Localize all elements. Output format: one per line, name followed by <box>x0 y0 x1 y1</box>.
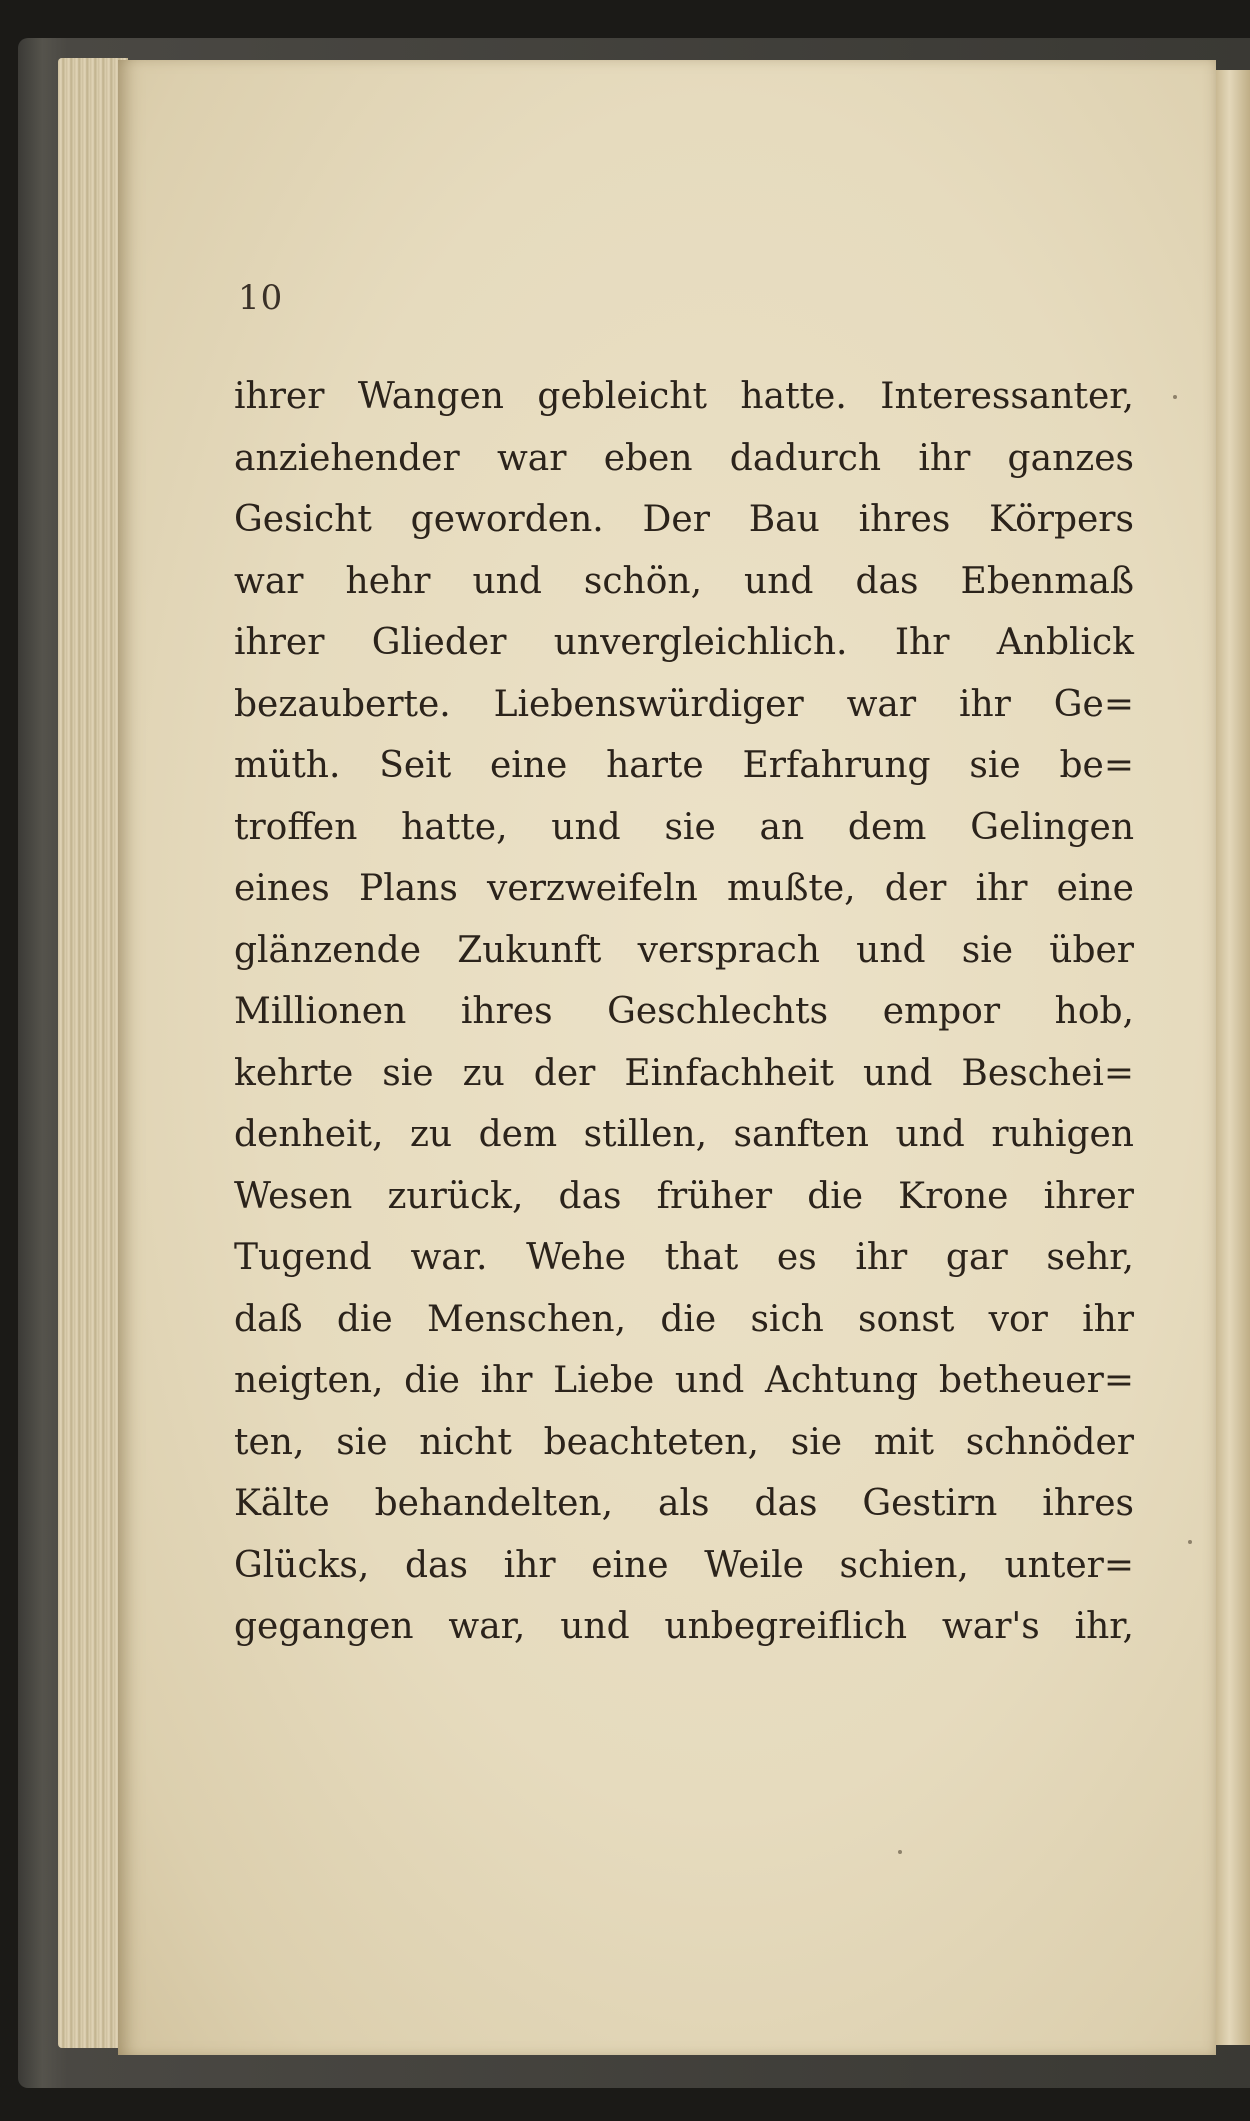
text-line: ten, sie nicht beachteten, sie mit schnöder <box>234 1421 1134 1463</box>
text-line: kehrte sie zu der Einfachheit und Beschei= <box>234 1052 1134 1094</box>
page-number: 10 <box>238 278 284 318</box>
text-line: Wesen zurück, das früher die Krone ihrer <box>234 1175 1134 1217</box>
next-page-edge <box>1216 70 1250 2045</box>
paper-speck <box>1188 1540 1192 1544</box>
text-line: war hehr und schön, und das Ebenmaß <box>234 560 1134 602</box>
page-body-text <box>234 366 1134 1658</box>
text-line: anziehender war eben dadurch ihr ganzes <box>234 437 1134 479</box>
text-line: müth. Seit eine harte Erfahrung sie be= <box>234 745 1134 786</box>
text-line: Gesicht geworden. Der Bau ihres Körpers <box>234 499 1134 540</box>
text-line: Glücks, das ihr eine Weile schien, unter= <box>234 1544 1134 1586</box>
text-line: glänzende Zukunft versprach und sie über <box>234 929 1134 971</box>
text-line: Millionen ihres Geschlechts empor hob, <box>234 991 1134 1032</box>
text-line: ihrer Glieder unvergleichlich. Ihr Anblick <box>234 622 1134 663</box>
text-line: bezauberte. Liebenswürdiger war ihr Ge= <box>234 683 1134 725</box>
text-line: daß die Menschen, die sich sonst vor ihr <box>234 1298 1134 1340</box>
text-line: ihrer Wangen gebleicht hatte. Interessanter, <box>234 376 1134 417</box>
paper-speck <box>898 1850 902 1854</box>
text-line: Kälte behandelten, als das Gestirn ihres <box>234 1483 1134 1524</box>
text-line: eines Plans verzweifeln mußte, der ihr eine <box>234 868 1134 909</box>
text-line: denheit, zu dem stillen, sanften und ruhigen <box>234 1114 1134 1155</box>
text-line: Tugend war. Wehe that es ihr gar sehr, <box>234 1237 1134 1278</box>
text-line: neigten, die ihr Liebe und Achtung betheuer= <box>234 1360 1134 1401</box>
text-line: gegangen war, und unbegreiflich war's ihr, <box>234 1606 1134 1647</box>
text-line: troffen hatte, und sie an dem Gelingen <box>234 806 1134 848</box>
paper-speck <box>1173 395 1177 399</box>
